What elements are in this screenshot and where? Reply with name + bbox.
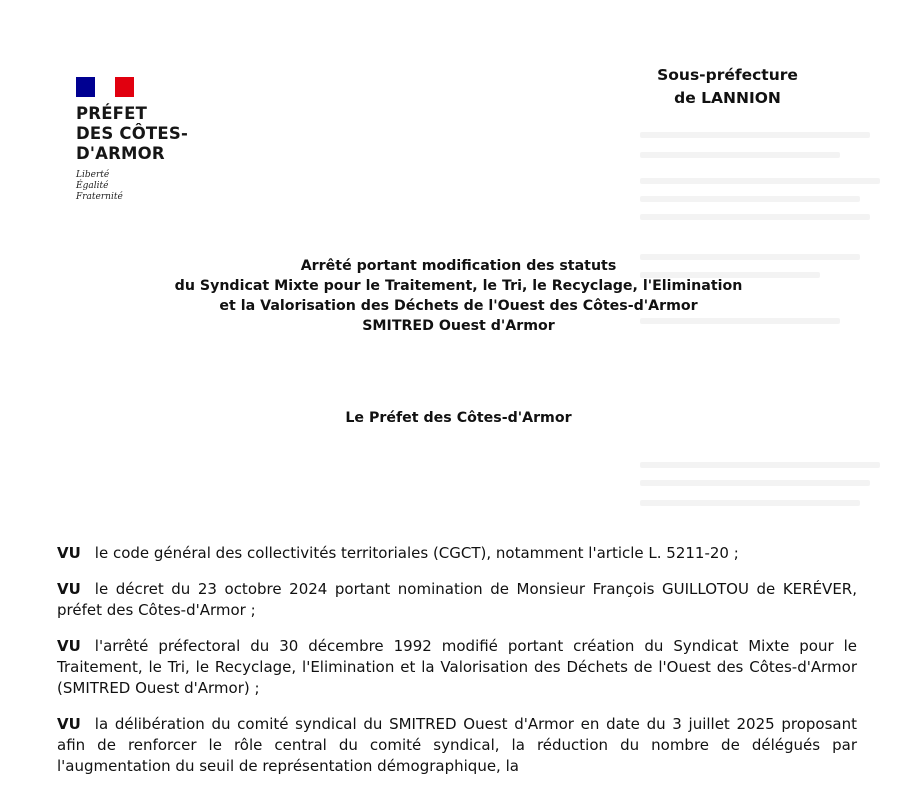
motto-line: Égalité [76, 181, 109, 191]
motto-line: Fraternité [76, 192, 123, 202]
sous-prefecture-line: Sous-préfecture [657, 66, 798, 84]
marianne-logo [76, 77, 226, 203]
sous-prefecture-line: de LANNION [674, 89, 781, 107]
visa-keyword: VU [57, 715, 81, 733]
prefet-name-line: PRÉFET [76, 104, 148, 123]
prefet-name-line: DES CÔTES- [76, 124, 188, 143]
prefet-name-line: D'ARMOR [76, 144, 165, 163]
republic-motto [76, 170, 226, 203]
flag-white-band [95, 77, 115, 97]
prefet-name [76, 104, 226, 164]
visa-paragraph [57, 579, 857, 621]
visa-text: le code général des collectivités territoriales (CGCT), notamment l'article L. 5211-20 ; [94, 544, 739, 562]
visa-text: la délibération du comité syndical du SMITRED Ouest d'Armor en date du 3 juillet 2025 proposant afin de renforcer le rôle central du comité syndical, la réduction du nombre de délégués par l'augmentation du seuil de représentation démographique, la [57, 715, 857, 775]
visa-paragraph [57, 636, 857, 699]
flag-red-band [115, 77, 134, 97]
visa-keyword: VU [57, 544, 81, 562]
title-line: et la Valorisation des Déchets de l'Ouest des Côtes-d'Armor [219, 298, 698, 314]
motto-line: Liberté [76, 170, 110, 180]
title-line: Arrêté portant modification des statuts [300, 258, 617, 274]
visa-paragraph [57, 543, 857, 564]
title-line: SMITRED Ouest d'Armor [362, 318, 555, 334]
decree-title [96, 256, 821, 336]
issuing-authority: Le Préfet des Côtes-d'Armor [345, 410, 572, 426]
flag-blue-band [76, 77, 95, 97]
visa-keyword: VU [57, 580, 81, 598]
sous-prefecture-heading [600, 64, 855, 110]
visa-text: l'arrêté préfectoral du 30 décembre 1992 modifié portant création du Syndicat Mixte pour le Traitement, le Tri, le Recyclage, l'Elimination et la Valorisation des Déchets de l'Ouest des Côtes-d'Armor (SMITRED Ouest d'Armor) ; [57, 637, 857, 697]
republic-flag-icon [76, 77, 134, 97]
visa-text: le décret du 23 octobre 2024 portant nomination de Monsieur François GUILLOTOU de KERÉVER, préfet des Côtes-d'Armor ; [57, 580, 857, 619]
visa-keyword: VU [57, 637, 81, 655]
title-line: du Syndicat Mixte pour le Traitement, le Tri, le Recyclage, l'Elimination [174, 278, 743, 294]
visa-paragraph [57, 714, 857, 777]
visas-list [57, 528, 857, 791]
